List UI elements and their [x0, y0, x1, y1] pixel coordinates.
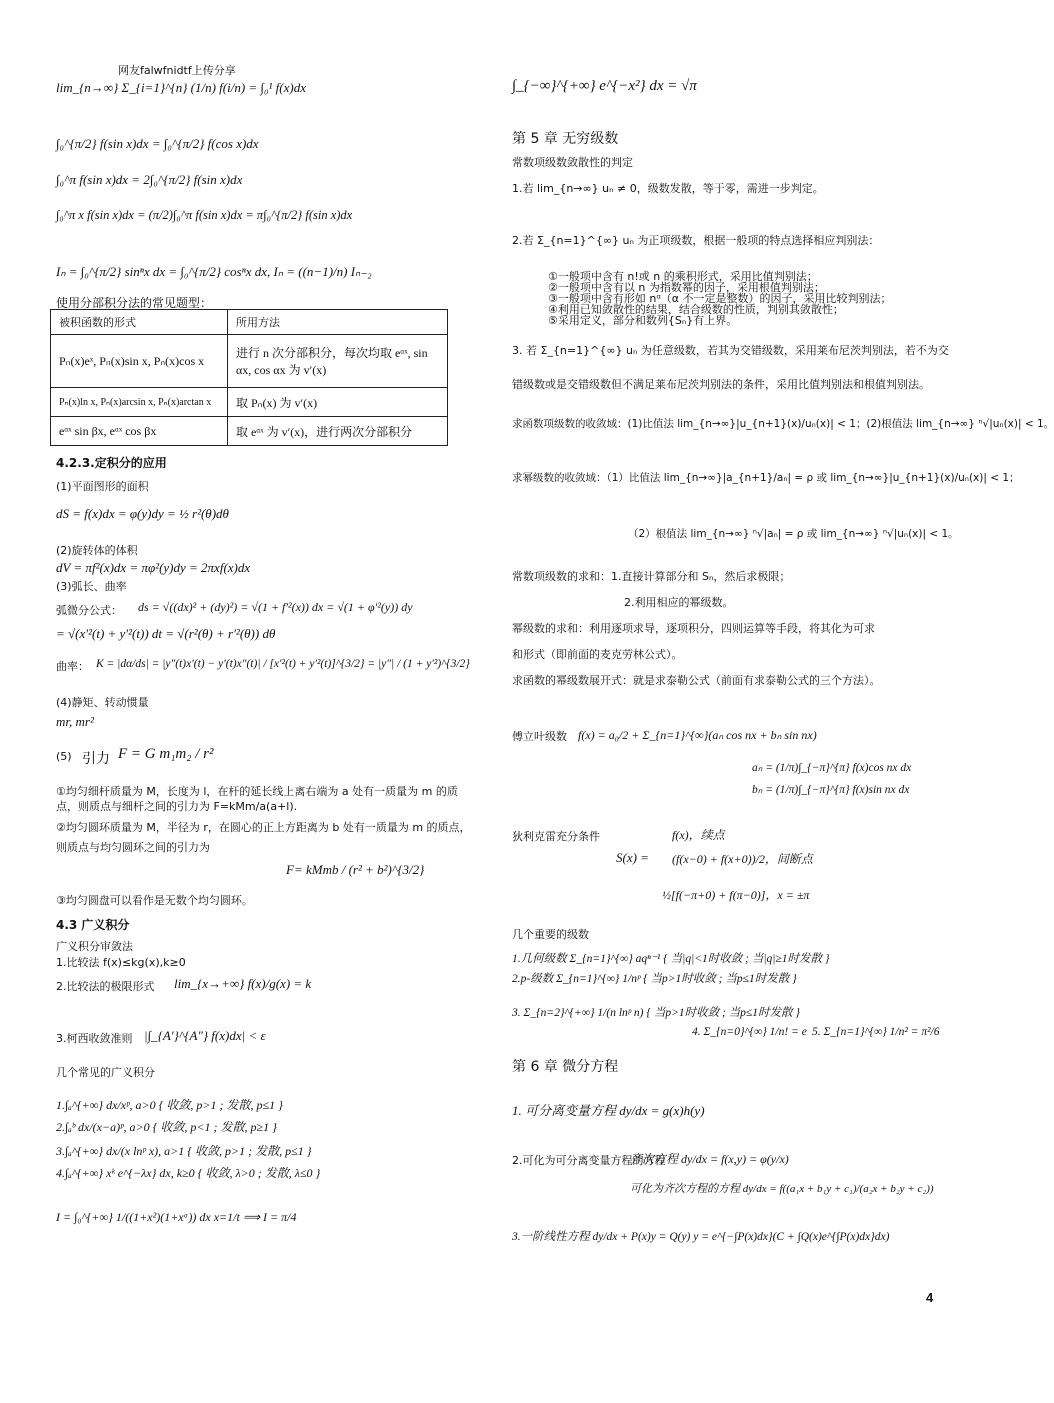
common-integral-1: 1.∫ₐ^{+∞} dx/xᵖ, a>0 { 收敛, p>1 ; 发散, p≤1 } [56, 1098, 283, 1112]
formula-gravity: F = G m₁m₂ / r² [118, 746, 214, 762]
gravity-case-1: ①均匀细杆质量为 M，长度为 l，在杆的延长线上离右端为 a 处有一质量为 m 的质点，则质点与细杆之间的引力为 F=kMm/a(a+l). [56, 785, 458, 813]
const-rule-3b: 错级数或是交错级数但不满足莱布尼茨判别法的条件，采用比值判别法和根值判别法。 [512, 378, 930, 391]
table-row [51, 388, 448, 417]
series-3: 3. Σ_{n=2}^{+∞} 1/(n lnᵖ n) { 当p>1时收敛 ; 当p≤1时发散 } [512, 1007, 800, 1019]
table-header-cell: 所用方法 [228, 310, 448, 335]
de-first-order-linear: 3.一阶线性方程 dy/dx + P(x)y = Q(y) y = e^{−∫P(x)dx}(C + ∫Q(x)e^{∫P(x)dx}dx) [512, 1231, 890, 1243]
table-cell: Pₙ(x)ln x, Pₙ(x)arcsin x, Pₙ(x)arctan x [51, 388, 228, 417]
dirichlet-case-2: (f(x−0) + f(x+0))/2，间断点 [672, 852, 813, 866]
formula-area: dS = f(x)dx = φ(y)dy = ½ r²(θ)dθ [56, 506, 229, 521]
formula-gravity-ring: F= kMmb / (r² + b²)^{3/2} [286, 862, 425, 877]
series-5: 5. Σ_{n=1}^{∞} 1/n² = π²/6 [812, 1026, 940, 1038]
const-rule-2e: ⑤采用定义，部分和数列{Sₙ}有上界。 [548, 314, 738, 327]
de-separable: 1. 可分离变量方程 dy/dx = g(x)h(y) [512, 1103, 705, 1118]
const-sum-1: 常数项级数的求和：1.直接计算部分和 Sₙ，然后求极限； [512, 570, 791, 583]
common-integral-4: 4.∫ₐ^{+∞} xᵏ e^{−λx} dx, k≥0 { 收敛, λ>0 ; 发散, λ≤0 } [56, 1166, 321, 1180]
const-sum-2: 2.利用相应的幂级数。 [624, 596, 734, 609]
formula-improper-test-2: lim_{x→+∞} f(x)/g(x) = k [174, 976, 312, 991]
chapter-5-title: 第 5 章 无穷级数 [512, 131, 619, 147]
curvature-label: 曲率： [56, 660, 89, 673]
const-rule-2a: ①一般项中含有 n!或 n 的乘积形式，采用比值判别法； [548, 270, 818, 283]
common-integral-3: 3.∫ₐ^{+∞} dx/(x lnᵖ x), a>1 { 收敛, p>1 ; 发散, p≤1 } [56, 1144, 312, 1158]
table-cell: 取 Pₙ(x) 为 v′(x) [228, 388, 448, 417]
common-integral-2: 2.∫ₐᵇ dx/(x−a)ᵖ, a>0 { 收敛, p<1 ; 发散, p≥1 } [56, 1120, 277, 1134]
ibp-table [50, 309, 448, 446]
dirichlet-label: 狄利克雷充分条件 [512, 830, 600, 843]
formula-fourier-bn: bₙ = (1/π)∫_{−π}^{π} f(x)sin nx dx [752, 784, 910, 796]
const-rule-1: 1.若 lim_{n→∞} uₙ ≠ 0，级数发散，等于零，需进一步判定。 [512, 182, 824, 195]
gravity-label: 引力 [82, 751, 110, 767]
const-rule-2b: ②一般项中含有以 n 为指数幂的因子，采用根值判别法； [548, 281, 825, 294]
formula-wallis: Iₙ = ∫₀^{π/2} sinⁿx dx = ∫₀^{π/2} cosⁿx dx, Iₙ = ((n−1)/n) Iₙ₋₂ [56, 264, 372, 279]
power-series-convergence-1: 求幂级数的收敛域：（1）比值法 lim_{n→∞}|a_{n+1}/aₙ| = ρ 或 lim_{n→∞}|u_{n+1}(x)/uₙ(x)| < 1； [512, 472, 1020, 484]
improper-test-2-label: 2.比较法的极限形式 [56, 980, 155, 993]
const-rule-3: 3. 若 Σ_{n=1}^{∞} uₙ 为任意级数，若其为交错级数，采用莱布尼茨判别法，若不为交 [512, 344, 949, 357]
volume-heading: (2)旋转体的体积 [56, 544, 138, 557]
formula-arc-2: = √(x′²(t) + y′²(t)) dt = √(r²(θ) + r′²(θ)) dθ [56, 626, 276, 641]
formula-integral-pi-4: I = ∫₀^{+∞} 1/((1+x²)(1+xᵅ)) dx x=1/t ⟹ I = π/4 [56, 1210, 297, 1224]
table-cell: 取 eᵅˣ 为 v′(x)，进行两次分部积分 [228, 417, 448, 446]
series-4: 4. Σ_{n=0}^{∞} 1/n! = e [692, 1026, 807, 1038]
de-reducible-homogeneous: 可化为齐次方程的方程 dy/dx = f((a₁x + b₁y + c₁)/(a₂x + b₂y + c₂)) [630, 1183, 934, 1195]
moment-heading: (4)静矩、转动惯量 [56, 696, 149, 709]
gravity-case-2: ②均匀圆环质量为 M，半径为 r，在圆心的正上方距离为 b 处有一质量为 m 的质点，则质点与均匀圆环之间的引力为 [56, 821, 471, 854]
formula-volume: dV = πf²(x)dx = πφ²(y)dy = 2πxf(x)dx [56, 560, 251, 575]
formula-riemann-sum: lim_{n→∞} Σ_{i=1}^{n} (1/n) f(i/n) = ∫₀¹ f(x)dx [56, 80, 306, 95]
dirichlet-case-3: ½[f(−π+0) + f(π−0)]，x = ±π [662, 888, 810, 902]
gravity-case-3: ③均匀圆盘可以看作是无数个均匀圆环。 [56, 894, 253, 907]
formula-x-sin: ∫₀^π x f(sin x)dx = (π/2)∫₀^π f(sin x)dx = π∫₀^{π/2} f(sin x)dx [56, 208, 353, 222]
area-heading: (1)平面图形的面积 [56, 480, 149, 493]
geometric-series: 1.几何级数 Σ_{n=1}^{∞} aqⁿ⁻¹ { 当|q|<1时收敛 ; 当|q|≥1时发散 } [512, 953, 830, 965]
formula-sin-pi: ∫₀^π f(sin x)dx = 2∫₀^{π/2} f(sin x)dx [56, 172, 243, 187]
section-4-2-3: 4.2.3.定积分的应用 [56, 456, 167, 470]
common-integrals-heading: 几个常见的广义积分 [56, 1066, 155, 1079]
const-rule-2d: ④利用已知敛散性的结果，结合级数的性质，判别其敛散性； [548, 303, 844, 316]
chapter-6-title: 第 6 章 微分方程 [512, 1059, 619, 1075]
page-number: 4 [926, 1290, 934, 1305]
arc-heading: (3)弧长、曲率 [56, 580, 127, 593]
table-header-cell: 被积函数的形式 [51, 310, 228, 335]
formula-cauchy: |∫_{A′}^{A″} f(x)dx| < ε [144, 1028, 266, 1043]
fourier-label: 傅立叶级数 [512, 730, 567, 743]
power-sum-1: 幂级数的求和：利用逐项求导，逐项积分，四则运算等手段，将其化为可求 [512, 622, 875, 635]
formula-fourier: f(x) = a₀/2 + Σ_{n=1}^{∞}(aₙ cos nx + bₙ sin nx) [578, 728, 817, 742]
de-reducible-label: 2.可化为可分离变量方程的方程 [512, 1154, 666, 1167]
improper-test-3-label: 3.柯西收敛准则 [56, 1032, 133, 1045]
taylor-expansion: 求函数的幂级数展开式：就是求泰勒公式（前面有求泰勒公式的三个方法）。 [512, 674, 881, 687]
improper-test-1: 1.比较法 f(x)≤kg(x),k≥0 [56, 956, 186, 969]
dirichlet-case-1: f(x)，续点 [672, 828, 725, 842]
formula-sin-cos-symmetry: ∫₀^{π/2} f(sin x)dx = ∫₀^{π/2} f(cos x)dx [56, 136, 259, 151]
func-series-convergence: 求函数项级数的收敛域：(1)比值法 lim_{n→∞}|u_{n+1}(x)/uₙ(x)| < 1；(2)根值法 lim_{n→∞} ⁿ√|uₙ(x)| < 1。 [512, 418, 1054, 430]
power-series-convergence-2: （2）根值法 lim_{n→∞} ⁿ√|aₙ| = ρ 或 lim_{n→∞} ⁿ√|uₙ(x)| < 1。 [628, 528, 959, 540]
formula-arc-1: ds = √((dx)² + (dy)²) = √(1 + f′²(x)) dx = √(1 + φ′²(y)) dy [138, 600, 413, 614]
table-cell: Pₙ(x)eˣ, Pₙ(x)sin x, Pₙ(x)cos x [51, 335, 228, 388]
formula-moment: mr, mr² [56, 714, 94, 729]
formula-gauss: ∫_{−∞}^{+∞} e^{−x²} dx = √π [512, 78, 697, 94]
formula-fourier-an: aₙ = (1/π)∫_{−π}^{π} f(x)cos nx dx [752, 762, 912, 774]
const-series-heading: 常数项级数敛散性的判定 [512, 156, 633, 169]
const-rule-2: 2.若 Σ_{n=1}^{∞} uₙ 为正项级数，根据一般项的特点选择相应判别法： [512, 234, 880, 247]
table-header-row [51, 310, 448, 335]
table-cell: eᵅˣ sin βx, eᵅˣ cos βx [51, 417, 228, 446]
arc-label: 弧微分公式： [56, 604, 122, 617]
p-series: 2.p-级数 Σ_{n=1}^{∞} 1/nᵖ { 当p>1时收敛 ; 当p≤1时发散 } [512, 973, 797, 985]
table-row [51, 335, 448, 388]
gravity-number: (5) [56, 750, 72, 763]
important-series-heading: 几个重要的级数 [512, 928, 589, 941]
ibp-title: 使用分部积分法的常见题型： [56, 296, 213, 310]
section-4-3: 4.3 广义积分 [56, 918, 130, 932]
table-cell: 进行 n 次分部积分，每次均取 eᵅˣ, sin αx, cos αx 为 v′(x) [228, 335, 448, 388]
power-sum-2: 和形式（即前面的麦克劳林公式）。 [512, 648, 683, 661]
watermark: 网友falwfnidtf上传分享 [118, 64, 236, 77]
table-row [51, 417, 448, 446]
dirichlet-s: S(x) = [616, 850, 649, 865]
const-rule-2c: ③一般项中含有形如 nᵅ（α 不一定是整数）的因子，采用比较判别法； [548, 292, 892, 305]
improper-test-heading: 广义积分审敛法 [56, 940, 133, 953]
de-homogeneous: 齐次方程 dy/dx = f(x,y) = φ(y/x) [630, 1152, 789, 1166]
formula-curvature: K = |dα/ds| = |y″(t)x′(t) − y′(t)x″(t)| / [x′²(t) + y′²(t)]^{3/2} = |y″| / (1 + y′²)^{3/2} [96, 658, 470, 670]
